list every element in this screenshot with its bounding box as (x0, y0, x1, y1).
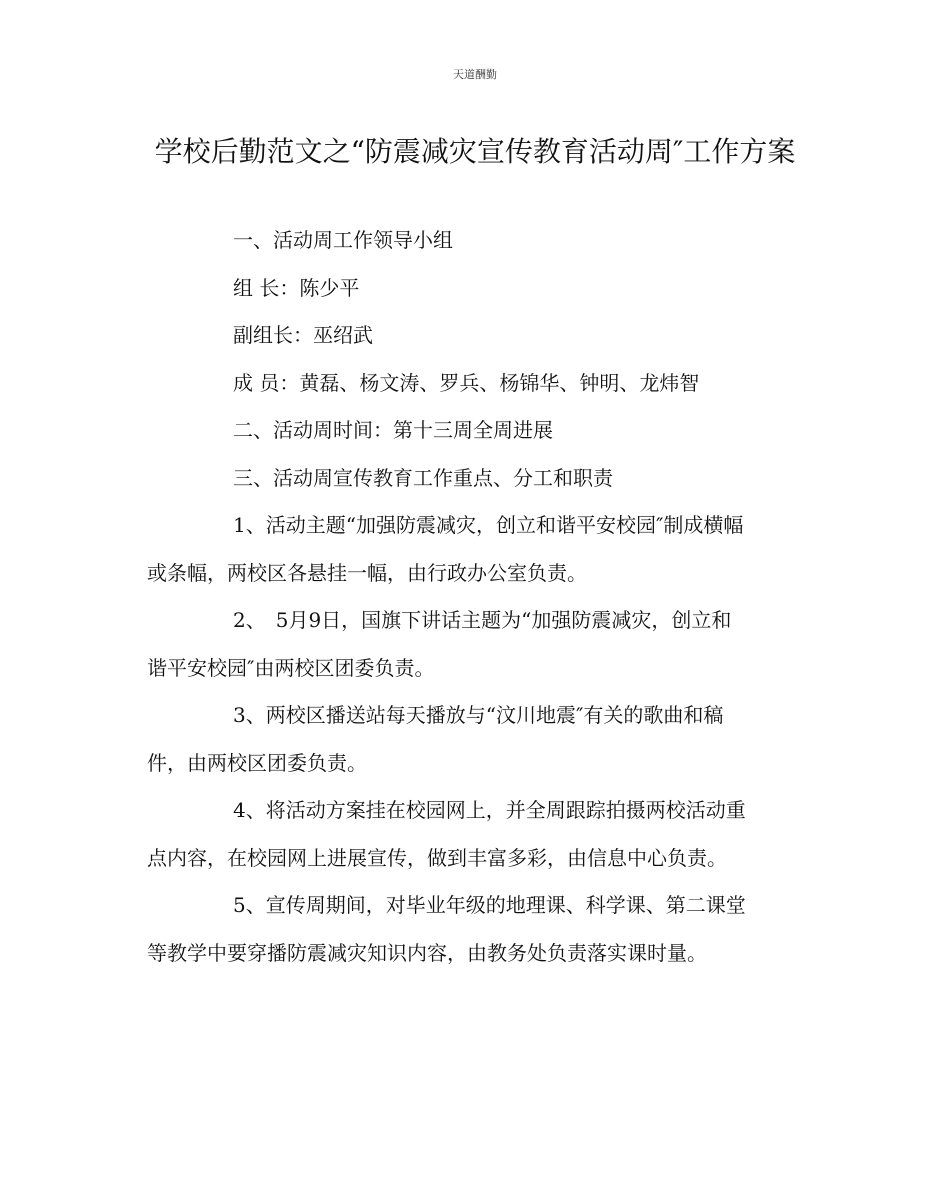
body-line: 成 员：黄磊、杨文涛、罗兵、杨锦华、钟明、龙炜智 (233, 370, 700, 395)
body-line: 副组长：巫绍武 (233, 323, 373, 347)
page-header: 天道酬勤 (453, 68, 497, 81)
body-line: 三、活动周宣传教育工作重点、分工和职责 (233, 465, 613, 490)
document-body (147, 217, 803, 977)
body-line: 一、活动周工作领导小组 (233, 228, 453, 252)
body-line: 3、两校区播送站每天播放与“汶川地震″有关的歌曲和稿 (233, 703, 724, 727)
body-line: 等教学中要穿播防震减灾知识内容，由教务处负责落实课时量。 (147, 940, 707, 965)
body-line: 或条幅，两校区各悬挂一幅，由行政办公室负责。 (147, 560, 587, 585)
body-line: 点内容，在校园网上进展宣传，做到丰富多彩，由信息中心负责。 (147, 845, 727, 870)
body-line: 2、 5月9日，国旗下讲话主题为“加强防震减灾，创立和 (233, 608, 732, 632)
body-line: 组 长：陈少平 (233, 275, 360, 300)
document-title: 学校后勤范文之“防震减灾宣传教育活动周″工作方案 (154, 135, 796, 168)
body-line: 1、活动主题“加强防震减灾，创立和谐平安校园″制成横幅 (233, 513, 744, 537)
body-line: 4、将活动方案挂在校园网上，并全周跟踪拍摄两校活动重 (233, 798, 746, 822)
body-line: 二、活动周时间：第十三周全周进展 (233, 418, 553, 442)
body-line: 谐平安校园″由两校区团委负责。 (147, 655, 435, 680)
body-line: 5、宣传周期间，对毕业年级的地理课、科学课、第二课堂 (233, 893, 746, 917)
body-line: 件，由两校区团委负责。 (147, 750, 367, 775)
